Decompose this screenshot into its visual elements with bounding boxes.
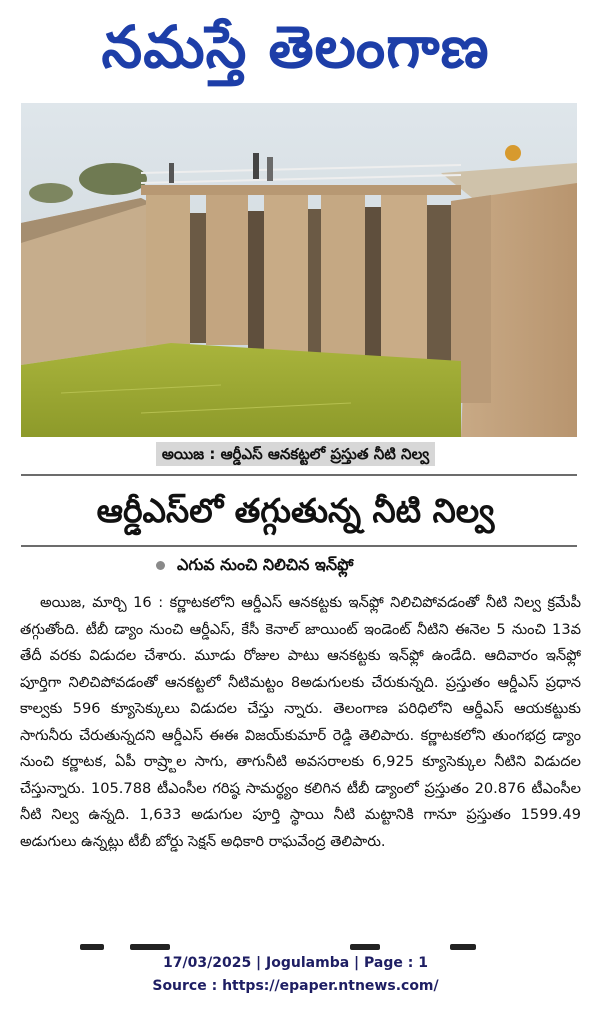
- divider-bottom: [21, 545, 577, 547]
- photo-caption-text: అయిజ : ఆర్డీఎస్ ఆనకట్టలో ప్రస్తుత నీటి నిల్వ: [156, 442, 435, 466]
- footer-source: Source : https://epaper.ntnews.com/: [152, 978, 439, 994]
- masthead-title: నమస్తే తెలంగాణ: [101, 13, 490, 81]
- photo-caption: [0, 442, 591, 466]
- article-body: అయిజ, మార్చి 16 : కర్ణాటకలోని ఆర్డీఎస్ ఆనకట్టకు ఇన్‌ఫ్లో నిలిచిపోవడంతో నీటి నిల్వ క్రమేపీ తగ్గుతోంది. టీబీ డ్యాం నుంచి ఆర్డీఎస్, కేసీ కెనాల్ జాయింట్ ఇండెంట్ నీటిని ఈనెల 5 నుంచి 13వ తేదీ వరకు విడుదల చేశారు. మూడు రోజుల పాటు ఆనకట్టకు ఇన్‌ఫ్లో ఉండేది. ఆదివారం ఇన్‌ఫ్లో పూర్తిగా నిలిచిపోవడంతో ఆనకట్టలో నీటిమట్టం 8అడుగులకు చేరుకున్నది. ప్రస్తుతం ఆర్డీఎస్ ప్రధాన కాల్వకు 596 క్యూసెక్కులు విడుదల చేస్తు న్నారు. తెలంగాణ పరిధిలోని ఆర్డీఎస్ ఆయకట్టుకు సాగునీరు చేరుతున్నదని ఆర్డీఎస్ ఈఈ విజయ్‌కుమార్ రెడ్డి తెలిపారు. కర్ణాటకలోని తుంగభద్ర డ్యాం నుంచి కర్ణాటక, ఏపీ రాష్ర్టాల సాగు, తాగునీటి అవసరాలకు 6,925 క్యూసెక్కుల నీటిని విడుదల చేస్తున్నారు. 105.788 టీఎంసీల గరిష్ఠ సామర్థ్యం కలిగిన టీబీ డ్యాంలో ప్రస్తుతం 20.876 టీఎంసీల నీటి నిల్వ ఉన్నది. 1,633 అడుగుల పూర్తి స్థాయి నీటి మట్టానికి గానూ ప్రస్తుతం 1599.49 అడుగులు ఉన్నట్లు టీబీ బోర్డు సెక్షన్ అధికారి రాఘవేంద్ర తెలిపారు.: [20, 594, 581, 850]
- article-subheadline: [156, 552, 353, 578]
- subheadline-text: ఎగువ నుంచి నిలిచిన ఇన్‌ఫ్లో: [177, 555, 354, 574]
- newspaper-masthead: [0, 4, 591, 90]
- news-photo: [21, 103, 577, 437]
- divider-top: [21, 474, 577, 476]
- bullet-icon: [156, 561, 165, 570]
- truncated-text-line: [20, 936, 581, 950]
- footer-edition-info: 17/03/2025 | Jogulamba | Page : 1: [163, 955, 428, 971]
- dam-photo-illustration: [21, 103, 577, 437]
- article-headline: ఆర్డీఎస్‌లో తగ్గుతున్న నీటి నిల్వ: [96, 491, 495, 530]
